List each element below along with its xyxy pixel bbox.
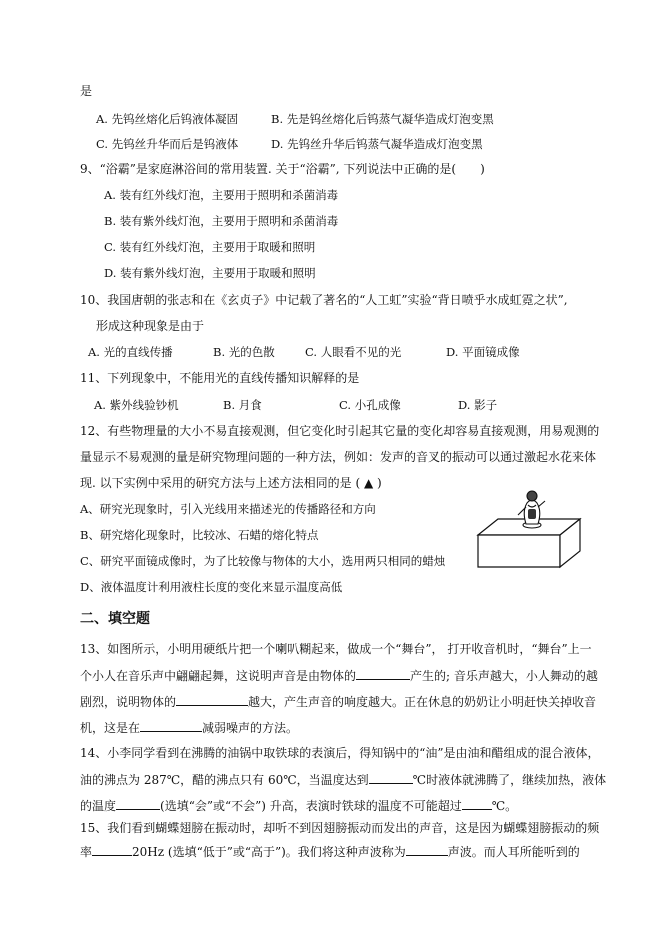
q12-option-c: C、研究平面镜成像时，为了比较像与物体的大小，选用两只相同的蜡烛 (80, 554, 446, 568)
section-title-fill-in: 二、填空题 (80, 611, 150, 627)
q15-line2-text-c: 声波。而人耳所能听到的 (447, 845, 580, 859)
q8-option-b: B. 先是钨丝熔化后钨蒸气凝华造成灯泡变黑 (271, 112, 494, 126)
q13-line2-text-b: 产生的; 音乐声越大，小人舞动的越 (410, 669, 598, 683)
q13-line2 (80, 667, 598, 684)
q14-line2-text-b: ℃时液体就沸腾了，继续加热，液体 (412, 773, 607, 787)
q13-line2-text-a: 个小人在音乐声中翩翩起舞，这说明声音是由物体的 (80, 669, 357, 683)
q13-line3-text-b: 越大，产生声音的响度越大。正在休息的奶奶让小明赶快关掉收音 (248, 695, 597, 709)
q13-line4-text-a: 机，这是在 (80, 721, 141, 735)
q8-option-a: A. 先钨丝熔化后钨液体凝固 (96, 112, 239, 126)
q15-blank-2[interactable] (406, 843, 448, 856)
q10-option-a: A. 光的直线传播 (88, 345, 173, 359)
q11-option-b: B. 月食 (223, 398, 262, 412)
speaker-stage-figure (470, 485, 590, 575)
q14-line3-text-c: ℃。 (491, 799, 518, 813)
q13-blank-2[interactable] (176, 693, 248, 706)
q9-option-c: C. 装有红外线灯泡，主要用于取暖和照明 (104, 240, 316, 254)
q11-option-a: A. 紫外线验钞机 (94, 398, 179, 412)
q13-blank-1[interactable] (356, 667, 410, 680)
q11-option-c: C. 小孔成像 (339, 398, 401, 412)
q8-stem-cont: 是 (80, 84, 93, 98)
q8-option-c: C. 先钨丝升华而后是钨液体 (96, 137, 239, 151)
q9-option-d: D. 装有紫外线灯泡，主要用于取暖和照明 (104, 266, 316, 280)
q12-option-b: B、研究熔化现象时，比较冰、石蜡的熔化特点 (80, 528, 319, 542)
q10-stem-line2: 形成这种现象是由于 (96, 319, 205, 333)
q13-line4 (80, 719, 298, 736)
q14-line1: 14、小李同学看到在沸腾的油锅中取铁球的表演后，得知锅中的“油”是由油和醋组成的混合液体， (80, 746, 600, 760)
q12-stem-line1: 12、有些物理量的大小不易直接观测，但它变化时引起其它量的变化却容易直接观测，用易观测的 (80, 424, 600, 438)
q15-blank-1[interactable] (92, 843, 132, 856)
q12-option-a: A、研究光现象时，引入光线用来描述光的传播路径和方向 (80, 502, 376, 516)
q8-option-d: D. 先钨丝升华后钨蒸气凝华造成灯泡变黑 (271, 137, 483, 151)
q15-line1: 15、我们看到蝴蝶翅膀在振动时，却听不到因翅膀振动而发出的声音，这是因为蝴蝶翅膀振动的频 (80, 821, 600, 835)
q12-stem-line3: 现. 以下实例中采用的研究方法与上述方法相同的是 ( ▲ ) (80, 476, 382, 490)
q14-line2 (80, 771, 606, 788)
q14-blank-2[interactable] (116, 797, 160, 810)
q10-option-c: C. 人眼看不见的光 (305, 345, 402, 359)
q14-line3-text-b: (选填“会”或“不会”) 升高，表演时铁球的温度不可能超过 (160, 799, 462, 813)
q14-line2-text-a: 油的沸点为 287℃，醋的沸点只有 60℃，当温度达到 (80, 773, 369, 787)
q10-option-d: D. 平面镜成像 (446, 345, 520, 359)
q10-stem-line1: 10、我国唐朝的张志和在《玄贞子》中记载了著名的“人工虹”实验“背日喷乎水成虹霓之状”, (80, 293, 568, 307)
q10-option-b: B. 光的色散 (213, 345, 275, 359)
q15-line2 (80, 843, 580, 860)
q9-stem: 9、“浴霸”是家庭淋浴间的常用装置. 关于“浴霸”, 下列说法中正确的是( ) (80, 162, 485, 176)
q12-stem-line2: 量显示不易观测的量是研究物理问题的一种方法，例如：发声的音叉的振动可以通过激起水花来体 (80, 450, 597, 464)
q14-blank-3[interactable] (462, 797, 492, 810)
q14-line3-text-a: 的温度 (80, 799, 117, 813)
q15-line2-text-b: 20Hz (选填“低于”或“高于”)。我们将这种声波称为 (132, 845, 406, 859)
q13-line3-text-a: 剧烈，说明物体的 (80, 695, 177, 709)
q13-line1: 13、如图所示，小明用硬纸片把一个喇叭糊起来，做成一个“舞台”， 打开收音机时，“舞台”上一 (80, 642, 592, 656)
q11-stem: 11、下列现象中，不能用光的直线传播知识解释的是 (80, 371, 360, 385)
q12-option-d: D、液体温度计利用液柱长度的变化来显示温度高低 (80, 580, 343, 594)
q9-option-b: B. 装有紫外线灯泡，主要用于照明和杀菌消毒 (104, 214, 339, 228)
q9-option-a: A. 装有红外线灯泡，主要用于照明和杀菌消毒 (104, 188, 339, 202)
q13-line4-text-b: 减弱噪声的方法。 (202, 721, 299, 735)
q13-line3 (80, 693, 596, 710)
q13-blank-3[interactable] (140, 719, 202, 732)
q14-line3 (80, 797, 517, 814)
q15-line2-text-a: 率 (80, 845, 93, 859)
q11-option-d: D. 影子 (458, 398, 498, 412)
q14-blank-1[interactable] (369, 771, 413, 784)
